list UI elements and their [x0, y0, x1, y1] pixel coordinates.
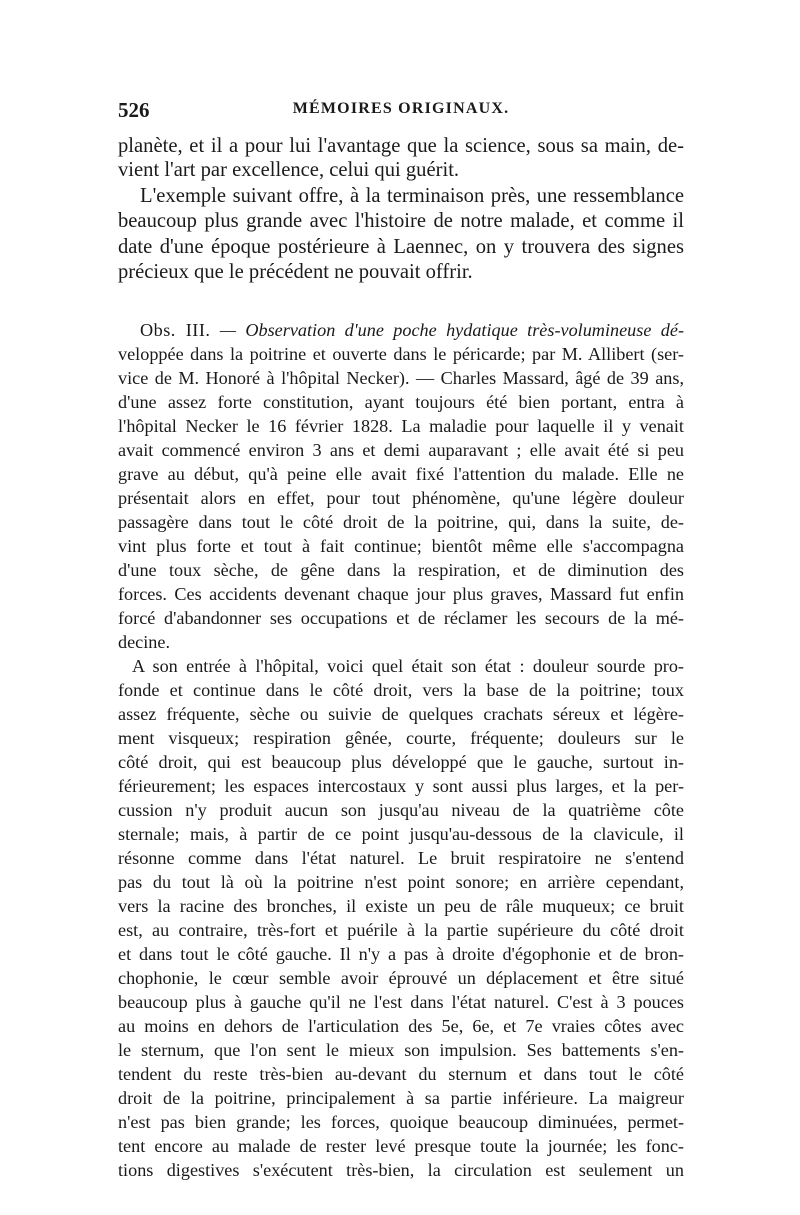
text-line: forcé d'abandonner ses occupations et de réclamer les secours de la mé-	[118, 608, 684, 628]
text-line: tendent du reste très-bien au-devant du sternum et dans tout le côté	[118, 1064, 684, 1084]
text-line: tent encore au malade de rester levé presque toute la journée; les fonc-	[118, 1136, 684, 1156]
text-line: decine.	[118, 632, 171, 652]
text-line: au moins en dehors de l'articulation des 5e, 6e, et 7e vraies côtes avec	[118, 1016, 684, 1036]
text-line: avait commencé environ 3 ans et demi auparavant ; elle avait été si peu	[118, 440, 684, 460]
text-line: vint plus forte et tout à fait continue; bientôt même elle s'accompagna	[118, 536, 684, 556]
page-header	[118, 98, 684, 128]
text-line: A son entrée à l'hôpital, voici quel était son état : douleur sourde pro-	[132, 656, 684, 676]
text-line: L'exemple suivant offre, à la terminaison près, une ressemblance	[140, 185, 684, 207]
text-line: assez fréquente, sèche ou suivie de quelques crachats séreux et légère-	[118, 704, 684, 724]
observation-label: Obs. III.	[140, 320, 211, 340]
text-line: côté droit, qui est beaucoup plus développé que le gauche, surtout in-	[118, 752, 684, 772]
text-line: tions digestives s'exécutent très-bien, la circulation est seulement un	[118, 1160, 684, 1180]
text-line: forces. Ces accidents devenant chaque jour plus graves, Massard fut enfin	[118, 584, 684, 604]
text-line: vice de M. Honoré à l'hôpital Necker). — Charles Massard, âgé de 39 ans,	[118, 368, 684, 388]
text-line: et dans tout le côté gauche. Il n'y a pas à droite d'égophonie et de bron-	[118, 944, 684, 964]
text-line: pas du tout là où la poitrine n'est point sonore; en arrière cependant,	[118, 872, 684, 892]
text-line: grave au début, qu'à peine elle avait fixé l'attention du malade. Elle ne	[118, 464, 684, 484]
text-line: est, au contraire, très-fort et puérile à la partie supérieure du côté droit	[118, 920, 684, 940]
text-line: l'hôpital Necker le 16 février 1828. La maladie pour laquelle il y venait	[118, 416, 684, 436]
text-line: cussion n'y produit aucun son jusqu'au niveau de la quatrième côte	[118, 800, 684, 820]
text-line: d'une toux sèche, de gêne dans la respiration, et de diminution des	[118, 560, 684, 580]
text-line: beaucoup plus grande avec l'histoire de notre malade, et comme il	[118, 210, 684, 232]
page-number: 526	[118, 98, 150, 122]
text-line: sternale; mais, à partir de ce point jusqu'au-dessous de la clavicule, il	[118, 824, 684, 844]
text-line: droit de la poitrine, principalement à sa partie inférieure. La maigreur	[118, 1088, 684, 1108]
text-line: veloppée dans la poitrine et ouverte dans le péricarde; par M. Allibert (ser-	[118, 344, 684, 364]
text-line: vient l'art par excellence, celui qui guérit.	[118, 159, 460, 181]
text-line: beaucoup plus à gauche qu'il ne l'est dans l'état naturel. C'est à 3 pouces	[118, 992, 684, 1012]
observation-title: — Observation d'une poche hydatique très-volumineuse dé-	[219, 320, 684, 340]
text-line: précieux que le précédent ne pouvait offrir.	[118, 261, 473, 283]
text-line: le sternum, que l'on sent le mieux son impulsion. Ses battements s'en-	[118, 1040, 684, 1060]
text-line: planète, et il a pour lui l'avantage que la science, sous sa main, de-	[118, 135, 684, 157]
text-line: vers la racine des bronches, il existe un peu de râle muqueux; ce bruit	[118, 896, 684, 916]
text-line: ment visqueux; respiration gênée, courte, fréquente; douleurs sur le	[118, 728, 684, 748]
observation-heading-line	[140, 318, 684, 342]
text-line: fonde et continue dans le côté droit, vers la base de la poitrine; toux	[118, 680, 684, 700]
text-line: n'est pas bien grande; les forces, quoique beaucoup diminuées, permet-	[118, 1112, 684, 1132]
text-line: résonne comme dans l'état naturel. Le bruit respiratoire ne s'entend	[118, 848, 684, 868]
text-line: passagère dans tout le côté droit de la poitrine, qui, dans la suite, de-	[118, 512, 684, 532]
text-line: d'une assez forte constitution, ayant toujours été bien portant, entra à	[118, 392, 684, 412]
text-line: férieurement; les espaces intercostaux y sont aussi plus larges, et la per-	[118, 776, 684, 796]
text-line: date d'une époque postérieure à Laennec, on y trouvera des signes	[118, 236, 684, 258]
text-line: présentait alors en effet, pour tout phénomène, qu'une légère douleur	[118, 488, 684, 508]
text-line: chophonie, le cœur semble avoir éprouvé un déplacement et être situé	[118, 968, 684, 988]
running-head: MÉMOIRES ORIGINAUX.	[292, 100, 510, 117]
